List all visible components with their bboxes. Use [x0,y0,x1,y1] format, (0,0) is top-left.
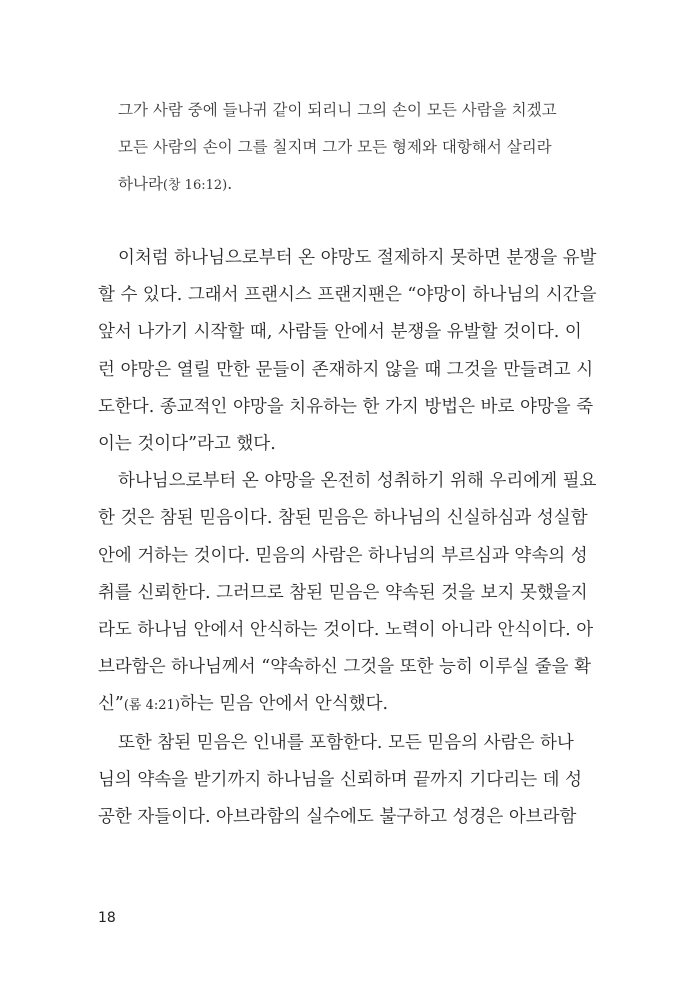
text-line: 공한 자들이다. 아브라함의 실수에도 불구하고 성경은 아브라함 [98,807,577,828]
quote-period: . [227,175,233,193]
text-line: 이는 것이다”라고 했다. [98,434,276,455]
quote-line [118,166,598,204]
page-number: 18 [98,910,116,926]
paragraph-1 [98,240,604,463]
verse-reference: (롬 4:21) [123,698,180,714]
quote-line: 모든 사람의 손이 그를 칠지며 그가 모든 형제와 대항해서 살리라 [118,138,552,156]
quote-line: 그가 사람 중에 들나귀 같이 되리니 그의 손이 모든 사람을 치겠고 [118,101,557,119]
scripture-quote [118,92,598,204]
text-line [98,686,604,724]
text-segment: 신” [98,694,124,715]
verse-reference: (창 16:12) [162,178,228,193]
paragraph-2 [98,463,604,724]
text-line: 도한다. 종교적인 야망을 치유하는 한 가지 방법은 바로 야망을 죽 [98,396,594,417]
text-line: 또한 참된 믿음은 인내를 포함한다. 모든 믿음의 사람은 하나 [118,732,574,753]
text-line: 할 수 있다. 그래서 프랜시스 프랜지팬은 “야망이 하나님의 시간을 [98,285,597,306]
body-text [98,240,604,836]
text-line: 브라함은 하나님께서 “약속하신 그것을 또한 능히 이루실 줄을 확 [98,657,591,678]
text-line: 안에 거하는 것이다. 믿음의 사람은 하나님의 부르심과 약속의 성 [98,545,588,566]
text-line: 라도 하나님 안에서 안식하는 것이다. 노력이 아니라 안식이다. 아 [98,620,594,641]
text-line: 이처럼 하나님으로부터 온 야망도 절제하지 못하면 분쟁을 유발 [118,248,597,268]
quote-text: 하나라 [118,175,163,193]
text-line: 한 것은 참된 믿음이다. 참된 믿음은 하나님의 신실하심과 성실함 [98,508,588,529]
text-line: 런 야망은 열릴 만한 문들이 존재하지 않을 때 그것을 만들려고 시 [98,359,594,380]
text-segment: 하는 믿음 안에서 안식했다. [179,694,389,715]
text-line: 하나님으로부터 온 야망을 온전히 성취하기 위해 우리에게 필요 [118,471,597,492]
paragraph-3 [98,725,604,837]
text-line: 앞서 나가기 시작할 때, 사람들 안에서 분쟁을 유발할 것이다. 이 [98,322,582,343]
text-line: 취를 신뢰한다. 그러므로 참된 믿음은 약속된 것을 보지 못했을지 [98,582,588,603]
text-line: 님의 약속을 받기까지 하나님을 신뢰하며 끝까지 기다리는 데 성 [98,769,583,790]
